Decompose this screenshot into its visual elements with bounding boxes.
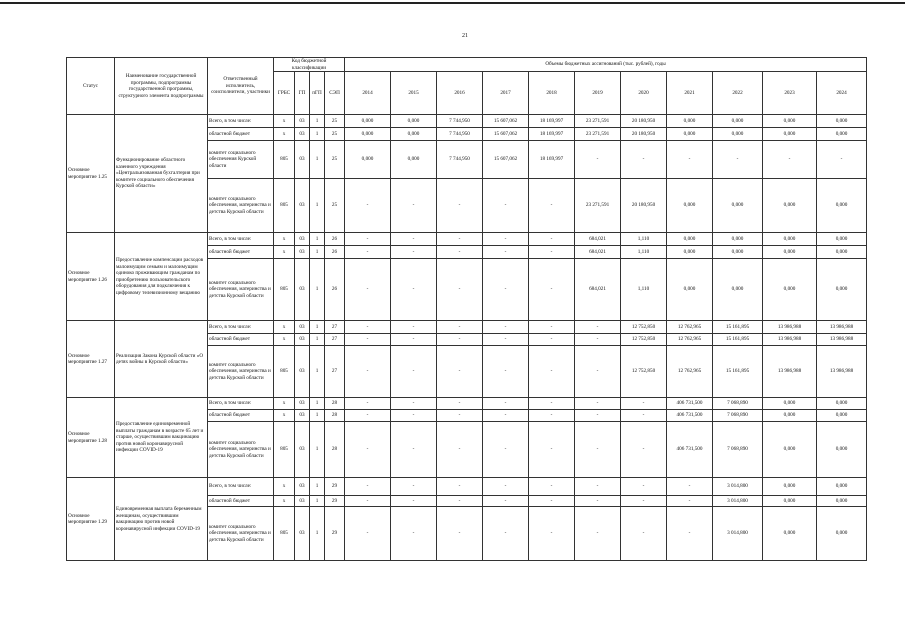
row-value-2022: 7 068,890 — [713, 398, 763, 410]
header-volumes: Объемы бюджетных ассигнований (тыс. рублей), годы — [345, 58, 867, 72]
row-executor: областной бюджет — [208, 410, 274, 422]
header-year-2024: 2024 — [817, 72, 867, 115]
row-value-2021: - — [667, 478, 713, 496]
table-row — [67, 478, 867, 496]
row-value-2020: - — [621, 422, 667, 478]
row-value-2019: - — [575, 321, 621, 334]
row-value-2019: - — [575, 398, 621, 410]
row-value-2014: - — [345, 246, 391, 259]
row-value-2016: - — [437, 334, 483, 346]
row-value-2014: - — [345, 496, 391, 507]
row-executor: областной бюджет — [208, 334, 274, 346]
row-value-2014: - — [345, 478, 391, 496]
row-executor: Всего, в том числе: — [208, 321, 274, 334]
row-code-1: 03 — [295, 496, 310, 507]
row-value-2016: - — [437, 410, 483, 422]
row-code-1: 03 — [295, 321, 310, 334]
row-code-3: 25 — [325, 115, 345, 128]
row-value-2019: - — [575, 478, 621, 496]
row-value-2023: 0,000 — [763, 115, 817, 128]
row-value-2023: 0,000 — [763, 246, 817, 259]
row-value-2022: 3 014,800 — [713, 507, 763, 561]
row-value-2024: 0,000 — [817, 410, 867, 422]
row-code-0: x — [274, 334, 295, 346]
row-value-2017: - — [483, 410, 529, 422]
row-code-0: 805 — [274, 141, 295, 179]
row-value-2022: 3 014,800 — [713, 496, 763, 507]
row-value-2021: 0,000 — [667, 233, 713, 246]
row-value-2016: - — [437, 422, 483, 478]
row-value-2017: - — [483, 507, 529, 561]
row-executor: областной бюджет — [208, 246, 274, 259]
row-value-2022: 0,000 — [713, 179, 763, 233]
row-code-0: x — [274, 496, 295, 507]
row-value-2014: - — [345, 422, 391, 478]
row-value-2021: - — [667, 496, 713, 507]
row-value-2020: 12 752,850 — [621, 346, 667, 398]
row-code-1: 03 — [295, 507, 310, 561]
row-code-2: 1 — [310, 422, 325, 478]
header-year-2016: 2016 — [437, 72, 483, 115]
row-value-2018: 18 169,997 — [529, 141, 575, 179]
header-year-2023: 2023 — [763, 72, 817, 115]
row-value-2019: - — [575, 141, 621, 179]
row-value-2023: 0,000 — [763, 233, 817, 246]
row-value-2019: - — [575, 410, 621, 422]
row-value-2019: - — [575, 334, 621, 346]
row-code-2: 1 — [310, 334, 325, 346]
row-code-3: 29 — [325, 507, 345, 561]
row-value-2014: - — [345, 233, 391, 246]
row-value-2020: - — [621, 478, 667, 496]
scan-top-border — [0, 2, 905, 4]
row-executor: Всего, в том числе: — [208, 233, 274, 246]
row-code-0: x — [274, 246, 295, 259]
row-value-2024: 0,000 — [817, 179, 867, 233]
row-code-2: 1 — [310, 398, 325, 410]
row-code-2: 1 — [310, 141, 325, 179]
row-value-2015: - — [391, 398, 437, 410]
row-value-2023: 0,000 — [763, 179, 817, 233]
row-executor: Всего, в том числе: — [208, 398, 274, 410]
row-value-2014: - — [345, 259, 391, 321]
row-value-2014: - — [345, 398, 391, 410]
row-value-2018: 18 169,997 — [529, 128, 575, 141]
row-code-1: 03 — [295, 246, 310, 259]
row-value-2021: 0,000 — [667, 128, 713, 141]
row-value-2019: - — [575, 507, 621, 561]
row-name: Предоставление единовременной выплаты гражданам в возрасте 65 лет и старше, осуществившим вакцинацию против новой коронавирусной инфекции COVID-19 — [115, 398, 208, 478]
row-value-2017: - — [483, 321, 529, 334]
row-executor: Всего, в том числе: — [208, 478, 274, 496]
row-value-2024: 0,000 — [817, 478, 867, 496]
row-value-2014: - — [345, 179, 391, 233]
row-name: Предоставление компенсации расходов малоимущим семьям и малоимущим одиноко проживающим гражданам по приобретению пользовательского оборудования для подключения к цифровому телевизионному вещанию — [115, 233, 208, 321]
row-code-3: 25 — [325, 141, 345, 179]
row-code-0: x — [274, 398, 295, 410]
row-value-2020: 12 752,850 — [621, 321, 667, 334]
header-year-2020: 2020 — [621, 72, 667, 115]
budget-table — [66, 57, 867, 561]
row-name: Функционирование областного казенного учреждения «Центральизованная бухгалтерия при комитете социального обеспечения Курской области» — [115, 115, 208, 233]
row-executor: Всего, в том числе: — [208, 115, 274, 128]
row-value-2015: - — [391, 422, 437, 478]
row-value-2021: 0,000 — [667, 179, 713, 233]
header-code-2: пГП — [310, 72, 325, 115]
row-code-0: 805 — [274, 179, 295, 233]
row-value-2017: - — [483, 246, 529, 259]
row-value-2022: 3 014,800 — [713, 478, 763, 496]
row-name: Единовременная выплата беременным женщинам, осуществившим вакцинацию против новой коронавирусной инфекции COVID-19 — [115, 478, 208, 561]
row-value-2014: - — [345, 334, 391, 346]
row-value-2024: 13 986,988 — [817, 321, 867, 334]
row-value-2019: 23 271,591 — [575, 115, 621, 128]
row-code-3: 27 — [325, 334, 345, 346]
row-value-2017: 15 607,062 — [483, 141, 529, 179]
row-executor: комитет социального обеспечения, материнства и детства Курской области — [208, 179, 274, 233]
row-code-1: 03 — [295, 346, 310, 398]
row-code-1: 03 — [295, 233, 310, 246]
row-value-2018: - — [529, 334, 575, 346]
row-value-2024: 0,000 — [817, 496, 867, 507]
row-code-1: 03 — [295, 422, 310, 478]
row-code-0: 805 — [274, 346, 295, 398]
row-executor: комитет социального обеспечения, материнства и детства Курской области — [208, 346, 274, 398]
row-code-0: 805 — [274, 259, 295, 321]
row-code-2: 1 — [310, 259, 325, 321]
row-value-2023: 13 986,988 — [763, 321, 817, 334]
header-code-1: ГП — [295, 72, 310, 115]
row-value-2022: 7 068,890 — [713, 422, 763, 478]
row-value-2019: - — [575, 496, 621, 507]
row-value-2023: - — [763, 141, 817, 179]
row-code-2: 1 — [310, 346, 325, 398]
row-code-3: 27 — [325, 321, 345, 334]
row-value-2024: 0,000 — [817, 422, 867, 478]
row-executor: областной бюджет — [208, 496, 274, 507]
header-year-2022: 2022 — [713, 72, 763, 115]
row-value-2015: - — [391, 334, 437, 346]
row-value-2015: 0,000 — [391, 141, 437, 179]
row-code-0: x — [274, 128, 295, 141]
row-value-2023: 0,000 — [763, 496, 817, 507]
row-code-3: 28 — [325, 398, 345, 410]
row-value-2020: 20 180,950 — [621, 115, 667, 128]
header-year-2018: 2018 — [529, 72, 575, 115]
row-status: Основное мероприятие 1.25 — [67, 115, 115, 233]
header-executor: Ответственный исполнитель, соисполнители, участники — [208, 58, 274, 115]
row-value-2016: - — [437, 233, 483, 246]
row-name: Реализация Закона Курской области «О детях войны в Курской области» — [115, 321, 208, 398]
row-value-2017: - — [483, 496, 529, 507]
row-value-2023: 0,000 — [763, 507, 817, 561]
row-value-2021: 0,000 — [667, 259, 713, 321]
row-value-2015: - — [391, 478, 437, 496]
row-code-3: 29 — [325, 478, 345, 496]
row-value-2021: 0,000 — [667, 115, 713, 128]
row-value-2018: - — [529, 507, 575, 561]
header-year-2014: 2014 — [345, 72, 391, 115]
row-value-2020: 1,110 — [621, 259, 667, 321]
row-value-2024: 0,000 — [817, 398, 867, 410]
row-value-2021: 12 762,965 — [667, 346, 713, 398]
row-value-2019: 684,021 — [575, 233, 621, 246]
row-value-2023: 13 986,988 — [763, 334, 817, 346]
row-code-2: 1 — [310, 321, 325, 334]
row-code-3: 26 — [325, 246, 345, 259]
row-value-2020: - — [621, 398, 667, 410]
row-value-2022: 7 068,890 — [713, 410, 763, 422]
row-code-0: x — [274, 478, 295, 496]
row-code-2: 1 — [310, 128, 325, 141]
row-value-2016: 7 744,950 — [437, 141, 483, 179]
row-code-3: 27 — [325, 346, 345, 398]
row-value-2020: 20 180,950 — [621, 128, 667, 141]
row-status: Основное мероприятие 1.29 — [67, 478, 115, 561]
row-code-1: 03 — [295, 478, 310, 496]
row-code-0: x — [274, 233, 295, 246]
row-value-2024: 0,000 — [817, 507, 867, 561]
row-value-2024: 0,000 — [817, 259, 867, 321]
row-value-2021: 12 762,965 — [667, 334, 713, 346]
row-value-2021: 406 731,500 — [667, 410, 713, 422]
row-code-0: 805 — [274, 422, 295, 478]
row-value-2024: 0,000 — [817, 128, 867, 141]
row-value-2018: 18 169,997 — [529, 115, 575, 128]
row-value-2020: - — [621, 141, 667, 179]
row-value-2019: - — [575, 346, 621, 398]
row-code-3: 25 — [325, 179, 345, 233]
row-value-2017: - — [483, 334, 529, 346]
row-value-2022: 0,000 — [713, 128, 763, 141]
row-executor: комитет социального обеспечения, материнства и детства Курской области — [208, 507, 274, 561]
row-value-2017: 15 607,062 — [483, 128, 529, 141]
row-value-2020: - — [621, 496, 667, 507]
row-code-1: 03 — [295, 115, 310, 128]
row-value-2024: 0,000 — [817, 233, 867, 246]
row-value-2022: 15 161,895 — [713, 321, 763, 334]
row-value-2016: - — [437, 179, 483, 233]
row-value-2014: - — [345, 410, 391, 422]
row-value-2017: - — [483, 346, 529, 398]
row-value-2023: 0,000 — [763, 398, 817, 410]
row-executor: комитет социального обеспечения, материнства и детства Курской области — [208, 259, 274, 321]
row-code-2: 1 — [310, 496, 325, 507]
row-value-2019: 684,021 — [575, 259, 621, 321]
row-value-2017: - — [483, 259, 529, 321]
row-value-2022: - — [713, 141, 763, 179]
row-value-2015: - — [391, 346, 437, 398]
row-value-2018: - — [529, 478, 575, 496]
row-executor: областной бюджет — [208, 128, 274, 141]
table-row — [67, 233, 867, 246]
row-value-2020: 12 752,850 — [621, 334, 667, 346]
row-code-1: 03 — [295, 141, 310, 179]
row-value-2017: - — [483, 478, 529, 496]
row-code-0: 805 — [274, 507, 295, 561]
row-value-2017: 15 607,062 — [483, 115, 529, 128]
row-code-1: 03 — [295, 398, 310, 410]
row-value-2021: 406 731,500 — [667, 398, 713, 410]
row-code-1: 03 — [295, 128, 310, 141]
row-value-2020: 1,110 — [621, 233, 667, 246]
row-value-2014: 0,000 — [345, 115, 391, 128]
row-code-3: 25 — [325, 128, 345, 141]
header-code-3: СЭП — [325, 72, 345, 115]
row-code-0: x — [274, 115, 295, 128]
row-value-2018: - — [529, 346, 575, 398]
row-code-2: 1 — [310, 246, 325, 259]
table-row — [67, 321, 867, 334]
row-value-2022: 0,000 — [713, 246, 763, 259]
header-code-group: Код бюджетной классификации — [274, 58, 345, 72]
row-value-2014: - — [345, 321, 391, 334]
row-value-2024: 13 986,988 — [817, 346, 867, 398]
row-value-2023: 13 986,988 — [763, 346, 817, 398]
row-code-3: 29 — [325, 496, 345, 507]
row-value-2023: 0,000 — [763, 410, 817, 422]
row-value-2021: 406 731,500 — [667, 422, 713, 478]
table-row — [67, 398, 867, 410]
row-code-2: 1 — [310, 115, 325, 128]
row-value-2015: - — [391, 410, 437, 422]
row-value-2018: - — [529, 496, 575, 507]
row-code-1: 03 — [295, 334, 310, 346]
header-year-2019: 2019 — [575, 72, 621, 115]
row-code-1: 03 — [295, 410, 310, 422]
header-name: Наименование государственной программы, подпрограммы государственной программы, структурного элемента подпрограммы — [115, 58, 208, 115]
row-value-2023: 0,000 — [763, 422, 817, 478]
row-value-2015: - — [391, 259, 437, 321]
row-value-2015: - — [391, 507, 437, 561]
row-value-2024: 13 986,988 — [817, 334, 867, 346]
row-value-2021: 0,000 — [667, 246, 713, 259]
row-value-2018: - — [529, 410, 575, 422]
row-value-2023: 0,000 — [763, 259, 817, 321]
header-year-2017: 2017 — [483, 72, 529, 115]
row-value-2024: - — [817, 141, 867, 179]
row-value-2021: 12 762,965 — [667, 321, 713, 334]
row-value-2018: - — [529, 246, 575, 259]
header-status: Статус — [67, 58, 115, 115]
header-year-2015: 2015 — [391, 72, 437, 115]
row-value-2022: 15 161,895 — [713, 346, 763, 398]
row-value-2020: - — [621, 410, 667, 422]
row-value-2015: - — [391, 233, 437, 246]
row-value-2022: 0,000 — [713, 233, 763, 246]
row-value-2020: 20 180,950 — [621, 179, 667, 233]
row-executor: комитет социального обеспечения, материнства и детства Курской области — [208, 422, 274, 478]
row-value-2014: 0,000 — [345, 128, 391, 141]
row-value-2016: - — [437, 321, 483, 334]
row-value-2016: 7 744,950 — [437, 128, 483, 141]
row-code-1: 03 — [295, 259, 310, 321]
row-code-2: 1 — [310, 507, 325, 561]
row-value-2018: - — [529, 233, 575, 246]
header-code-0: ГРБС — [274, 72, 295, 115]
row-value-2015: 0,000 — [391, 128, 437, 141]
row-value-2014: 0,000 — [345, 141, 391, 179]
row-value-2015: 0,000 — [391, 115, 437, 128]
row-code-2: 1 — [310, 233, 325, 246]
row-value-2018: - — [529, 398, 575, 410]
row-value-2016: - — [437, 259, 483, 321]
row-value-2015: - — [391, 246, 437, 259]
row-value-2018: - — [529, 259, 575, 321]
row-code-1: 03 — [295, 179, 310, 233]
row-value-2017: - — [483, 179, 529, 233]
row-value-2022: 0,000 — [713, 115, 763, 128]
row-status: Основное мероприятие 1.27 — [67, 321, 115, 398]
row-code-2: 1 — [310, 478, 325, 496]
row-value-2015: - — [391, 179, 437, 233]
row-value-2021: - — [667, 141, 713, 179]
row-value-2018: - — [529, 321, 575, 334]
row-status: Основное мероприятие 1.28 — [67, 398, 115, 478]
row-value-2022: 0,000 — [713, 259, 763, 321]
row-value-2014: - — [345, 507, 391, 561]
row-value-2020: 1,110 — [621, 246, 667, 259]
row-code-3: 26 — [325, 233, 345, 246]
table-row — [67, 115, 867, 128]
row-value-2024: 0,000 — [817, 115, 867, 128]
row-code-2: 1 — [310, 410, 325, 422]
row-value-2021: - — [667, 507, 713, 561]
row-code-3: 26 — [325, 259, 345, 321]
row-value-2014: - — [345, 346, 391, 398]
row-code-0: x — [274, 321, 295, 334]
row-value-2016: - — [437, 507, 483, 561]
row-value-2017: - — [483, 422, 529, 478]
row-value-2015: - — [391, 496, 437, 507]
row-status: Основное мероприятие 1.26 — [67, 233, 115, 321]
row-value-2023: 0,000 — [763, 128, 817, 141]
row-value-2017: - — [483, 398, 529, 410]
row-code-2: 1 — [310, 179, 325, 233]
row-value-2020: - — [621, 507, 667, 561]
row-value-2016: - — [437, 398, 483, 410]
row-executor: комитет социального обеспечения Курской области — [208, 141, 274, 179]
row-value-2018: - — [529, 422, 575, 478]
row-value-2017: - — [483, 233, 529, 246]
row-value-2024: 0,000 — [817, 246, 867, 259]
row-value-2015: - — [391, 321, 437, 334]
row-value-2018: - — [529, 179, 575, 233]
row-value-2019: 23 271,591 — [575, 128, 621, 141]
row-value-2022: 15 161,895 — [713, 334, 763, 346]
header-year-2021: 2021 — [667, 72, 713, 115]
row-value-2016: 7 744,950 — [437, 115, 483, 128]
page-number: 21 — [462, 33, 468, 39]
row-value-2016: - — [437, 346, 483, 398]
row-value-2016: - — [437, 246, 483, 259]
row-value-2016: - — [437, 478, 483, 496]
row-value-2023: 0,000 — [763, 478, 817, 496]
row-value-2016: - — [437, 496, 483, 507]
row-value-2019: 684,021 — [575, 246, 621, 259]
row-value-2019: 23 271,591 — [575, 179, 621, 233]
row-value-2019: - — [575, 422, 621, 478]
row-code-3: 28 — [325, 422, 345, 478]
row-code-3: 28 — [325, 410, 345, 422]
row-code-0: x — [274, 410, 295, 422]
